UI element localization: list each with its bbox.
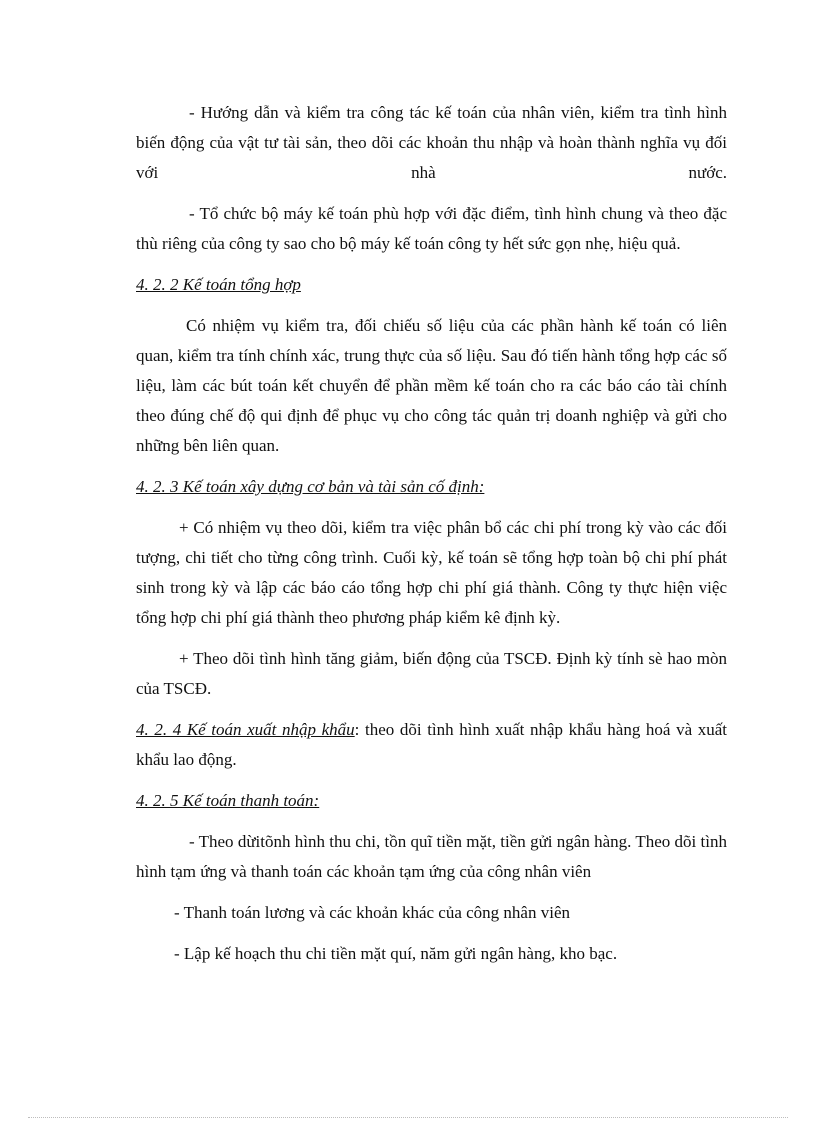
document-page xyxy=(136,98,727,980)
page-bottom-divider xyxy=(28,1117,788,1118)
paragraph-construction-2: + Theo dõi tình hình tăng giảm, biến động của TSCĐ. Định kỳ tính sè hao mòn của TSCĐ. xyxy=(136,649,727,698)
paragraph-duties-2: - Tổ chức bộ máy kế toán phù hợp với đặc điểm, tình hình chung và theo đặc thù riêng của công ty sao cho bộ máy kế toán công ty hết sức gọn nhẹ, hiệu quả. xyxy=(136,204,727,253)
import-export-text: : theo dõi tình hình xuất nhập khẩu hàng hoá và xuất khẩu lao động. xyxy=(136,720,727,769)
paragraph-payment-2: - Thanh toán lương và các khoản khác của công nhân viên xyxy=(174,903,570,922)
paragraph-import-export xyxy=(136,715,727,775)
paragraph-payment-3: - Lập kế hoạch thu chi tiền mặt quí, năm gửi ngân hàng, kho bạc. xyxy=(174,944,618,963)
section-heading-4-2-3: 4. 2. 3 Kế toán xây dựng cơ bản và tài sản cố định: xyxy=(136,477,485,496)
section-heading-4-2-5: 4. 2. 5 Kế toán thanh toán: xyxy=(136,791,320,810)
paragraph-duties-1: - Hướng dẫn và kiểm tra công tác kế toán của nhân viên, kiểm tra tình hình biến động của vật tư tài sản, theo dõi các khoản thu nhập và hoàn thành nghĩa vụ đối với nhà nước. xyxy=(136,103,727,182)
section-heading-4-2-2: 4. 2. 2 Kế toán tổng hợp xyxy=(136,275,301,294)
section-heading-4-2-4: 4. 2. 4 Kế toán xuất nhập khẩu xyxy=(136,720,355,739)
paragraph-construction-1: + Có nhiệm vụ theo dõi, kiểm tra việc phân bổ các chi phí trong kỳ vào các đối tượng, chi tiết cho từng công trình. Cuối kỳ, kế toán sẽ tổng hợp toàn bộ chi phí phát sinh trong kỳ và lập các báo cáo tổng hợp chi phí giá thành. Công ty thực hiện việc tổng hợp chi phí giá thành theo phương pháp kiểm kê định kỳ. xyxy=(136,518,727,627)
paragraph-general-accounting: Có nhiệm vụ kiểm tra, đối chiếu số liệu của các phần hành kế toán có liên quan, kiểm tra tính chính xác, trung thực của số liệu. Sau đó tiến hành tổng hợp các số liệu, làm các bút toán kết chuyển để phần mềm kế toán cho ra các báo cáo tài chính theo đúng chế độ qui định để phục vụ cho công tác quản trị doanh nghiệp và gửi cho những bên liên quan. xyxy=(136,316,727,455)
paragraph-payment-1: - Theo dừitõnh hình thu chi, tồn quĩ tiền mặt, tiền gửi ngân hàng. Theo dõi tình hình tạm ứng và thanh toán các khoản tạm ứng của công nhân viên xyxy=(136,832,727,881)
